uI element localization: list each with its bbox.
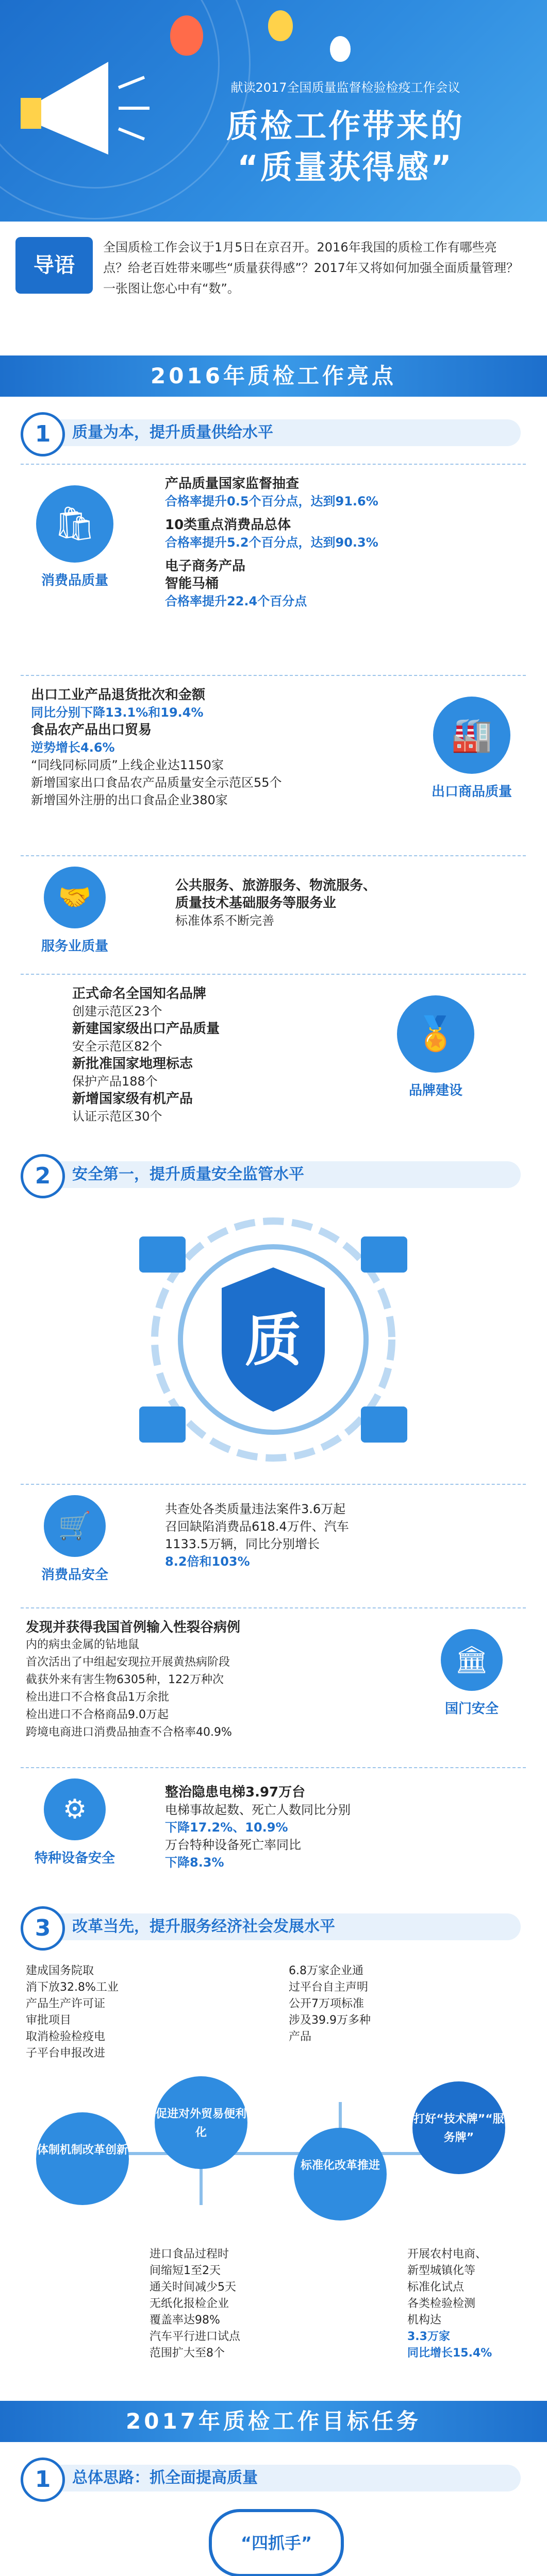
handshake-icon: 🤝: [44, 867, 106, 928]
line: 认证示范区30个: [72, 1109, 162, 1124]
consumer-quality-caption: 消费品质量: [41, 573, 108, 588]
section-number: 1: [21, 2458, 65, 2502]
line: 过平台自主声明: [289, 1981, 369, 1994]
line: 公开7万项标准: [289, 1997, 364, 2010]
line: 取消检验检疫电: [26, 2030, 106, 2043]
line: 审批项目: [26, 2014, 72, 2027]
section-label: 总体思路：抓全面提高质量: [72, 2469, 258, 2487]
line: 发现并获得我国首例输入性裂谷病例: [26, 1620, 241, 1635]
line: 产品质量国家监督抽查: [165, 476, 300, 492]
service-quality-caption: 服务业质量: [41, 939, 108, 954]
line: 8.2倍和103%: [165, 1554, 250, 1569]
line: 正式命名全国知名品牌: [72, 986, 207, 1002]
line: 逆势增长4.6%: [31, 740, 115, 755]
line: 保护产品188个: [72, 1074, 158, 1089]
line: 合格率提升22.4个百分点: [165, 594, 307, 608]
reform-right-text: [407, 2246, 492, 2362]
section-header: [15, 1906, 531, 1947]
border-security-card: [21, 1607, 526, 1763]
service-quality-iconbox: [31, 867, 119, 955]
line: 万台特种设备死亡率同比: [165, 1838, 301, 1852]
hot-air-balloon-icon: [170, 15, 203, 56]
export-quality-card: [21, 675, 526, 851]
line: 合格率提升5.2个百分点，达到90.3%: [165, 535, 378, 550]
line: “同线同标同质”上线企业达1150家: [31, 758, 224, 772]
line: 食品农产品出口贸易: [31, 722, 152, 738]
section-label: 改革当先，提升服务经济社会发展水平: [72, 1918, 335, 1936]
line: 范围扩大至8个: [150, 2347, 225, 2360]
quality-character: 质: [245, 1308, 302, 1374]
line: 6.8万家企业通: [289, 1964, 363, 1977]
line: 进口食品过程时: [150, 2248, 229, 2261]
line: 产品: [289, 2030, 312, 2043]
four-hands-center: “四抓手”: [209, 2509, 344, 2576]
brand-card: [21, 974, 526, 1145]
brand-lines: [72, 985, 220, 1125]
reform-node-trade: 促进对外贸易便利化: [155, 2076, 247, 2169]
brand-caption: 品牌建设: [408, 1083, 462, 1098]
service-quality-card: [21, 855, 526, 970]
line: 建成国务院取: [26, 1964, 94, 1977]
gear-icon: ⚙: [44, 1778, 106, 1840]
line: 创建示范区23个: [72, 1004, 162, 1019]
line: 共查处各类质量违法案件3.6万起: [165, 1502, 346, 1516]
line: 间缩短1至2天: [150, 2264, 221, 2277]
line: 新建国家级出口产品质量: [72, 1021, 220, 1037]
section-header: [15, 2458, 531, 2499]
line: 新批准国家地理标志: [72, 1056, 193, 1072]
hero-title-line1: 质检工作带来的: [226, 107, 465, 145]
line: 公共服务、旅游服务、物流服务、: [175, 878, 377, 893]
line: 开展农村电商、: [407, 2248, 487, 2261]
line: 通关时间减少5天: [150, 2281, 236, 2294]
border-security-iconbox: [428, 1629, 516, 1717]
hero-kicker: 献读2017全国质量监督检验检疫工作会议: [230, 80, 460, 95]
border-security-caption: 国门安全: [444, 1701, 499, 1717]
consumer-safety-card: [21, 1484, 526, 1603]
line: 汽车平行进口试点: [150, 2330, 241, 2343]
export-quality-caption: 出口商品质量: [431, 784, 512, 800]
line: 新增国家出口食品农产品质量安全示范区55个: [31, 775, 282, 790]
reform-node-service: 打好“技术牌”“服务牌”: [412, 2081, 505, 2174]
intro-text: 全国质检工作会议于1月5日在京召开。2016年我国的质检工作有哪些亮点？给老百姓带来哪些“质量获得感”？2017年又将如何加强全面质量管理？一张图让您心中有“数”。: [103, 240, 519, 296]
special-equipment-lines: [165, 1784, 351, 1871]
line: 消下放32.8%工业: [26, 1981, 119, 1994]
line: 子平台申报改进: [26, 2047, 106, 2060]
line: 安全示范区82个: [72, 1039, 162, 1054]
line: 同比增长15.4%: [407, 2347, 492, 2360]
reform-mid-text: [289, 1963, 371, 2045]
export-quality-iconbox: [428, 697, 516, 800]
section-header: [15, 1154, 531, 1195]
line: 内的病虫金属的钻地鼠: [26, 1638, 140, 1651]
line: 出口工业产品退货批次和金额: [31, 687, 206, 703]
line: 合格率提升0.5个百分点，达到91.6%: [165, 494, 378, 509]
quality-shield-illustration: [119, 1206, 428, 1473]
line: 新增国家级有机产品: [72, 1091, 193, 1107]
line: 下降17.2%、10.9%: [165, 1820, 288, 1835]
border-security-lines: [26, 1619, 240, 1741]
intro-badge: 导语: [15, 237, 93, 294]
banner-2016: 2016年质检工作亮点: [0, 355, 547, 397]
line: 检出进口不合格食品1万余批: [26, 1691, 169, 1704]
section-label: 质量为本，提升质量供给水平: [72, 423, 273, 442]
line: 1133.5万辆，同比分别增长: [165, 1537, 320, 1551]
line: 截获外来有害生物6305种，122万种次: [26, 1673, 224, 1686]
hero-title-line2: “质量获得感”: [237, 148, 454, 186]
building-icon: 🏛: [441, 1629, 503, 1691]
line: 跨境电商进口消费品抽查不合格率40.9%: [26, 1726, 232, 1739]
line: 检出进口不合格商品9.0万起: [26, 1708, 169, 1721]
line: 同比分别下降13.1%和19.4%: [31, 705, 204, 720]
factory-icon: 🏭: [433, 697, 510, 774]
export-quality-lines: [31, 686, 282, 809]
line: 下降8.3%: [165, 1855, 224, 1870]
line: 10类重点消费品总体: [165, 517, 291, 533]
reform-left-text: [26, 1963, 119, 2062]
hero-banner: [0, 0, 547, 222]
line: 各类检验检测: [407, 2297, 476, 2310]
line: 标准体系不断完善: [175, 913, 274, 928]
consumer-safety-iconbox: [31, 1495, 119, 1583]
line: 机构达: [407, 2314, 442, 2327]
line: 覆盖率达98%: [150, 2314, 220, 2327]
consumer-quality-lines: [165, 475, 378, 610]
line: 新型城镇化等: [407, 2264, 476, 2277]
section-header: [15, 412, 531, 453]
line: 标准化试点: [407, 2281, 465, 2294]
line: 涉及39.9万多种: [289, 2014, 371, 2027]
line: 整治隐患电梯3.97万台: [165, 1785, 306, 1800]
intro-section: [15, 222, 531, 350]
line: 电子商务产品: [165, 558, 246, 574]
line: 召回缺陷消费品618.4万件、汽车: [165, 1519, 349, 1534]
medal-icon: 🏅: [397, 995, 474, 1073]
line: 首次活出了中组起安现拉开展黄热病阶段: [26, 1656, 230, 1669]
megaphone-icon: [21, 31, 155, 185]
consumer-quality-iconbox: [31, 485, 119, 589]
section-number: 1: [21, 412, 65, 456]
service-quality-lines: [175, 877, 376, 929]
brand-iconbox: [392, 995, 479, 1099]
line: 3.3万家: [407, 2330, 450, 2343]
line: 电梯事故起数、死亡人数同比分别: [165, 1803, 351, 1817]
special-equipment-caption: 特种设备安全: [34, 1851, 115, 1866]
line: 无纸化报检企业: [150, 2297, 229, 2310]
consumer-quality-card: [21, 464, 526, 671]
reform-node-mechanism: 体制机制改革创新: [36, 2112, 129, 2205]
section-number: 2: [21, 1154, 65, 1198]
special-equipment-card: [21, 1767, 526, 1892]
line: 质量技术基础服务等服务业: [175, 895, 337, 911]
line: 智能马桶: [165, 576, 219, 591]
shopping-bag-icon: 🛍: [36, 485, 113, 563]
hot-air-balloon-icon: [268, 10, 293, 41]
banner-2017: 2017年质检工作目标任务: [0, 2401, 547, 2442]
special-equipment-iconbox: [31, 1778, 119, 1867]
consumer-safety-lines: [165, 1500, 349, 1570]
section-label: 安全第一，提升质量安全监管水平: [72, 1165, 304, 1183]
reform-trade-text: [150, 2246, 240, 2362]
shopping-cart-icon: 🛒: [44, 1495, 106, 1557]
line: 新增国外注册的出口食品企业380家: [31, 793, 228, 807]
reform-node-standard: 标准化改革推进: [294, 2128, 387, 2221]
line: 产品生产许可证: [26, 1997, 106, 2010]
section-number: 3: [21, 1906, 65, 1951]
hot-air-balloon-icon: [330, 36, 351, 62]
consumer-safety-caption: 消费品安全: [41, 1567, 108, 1583]
